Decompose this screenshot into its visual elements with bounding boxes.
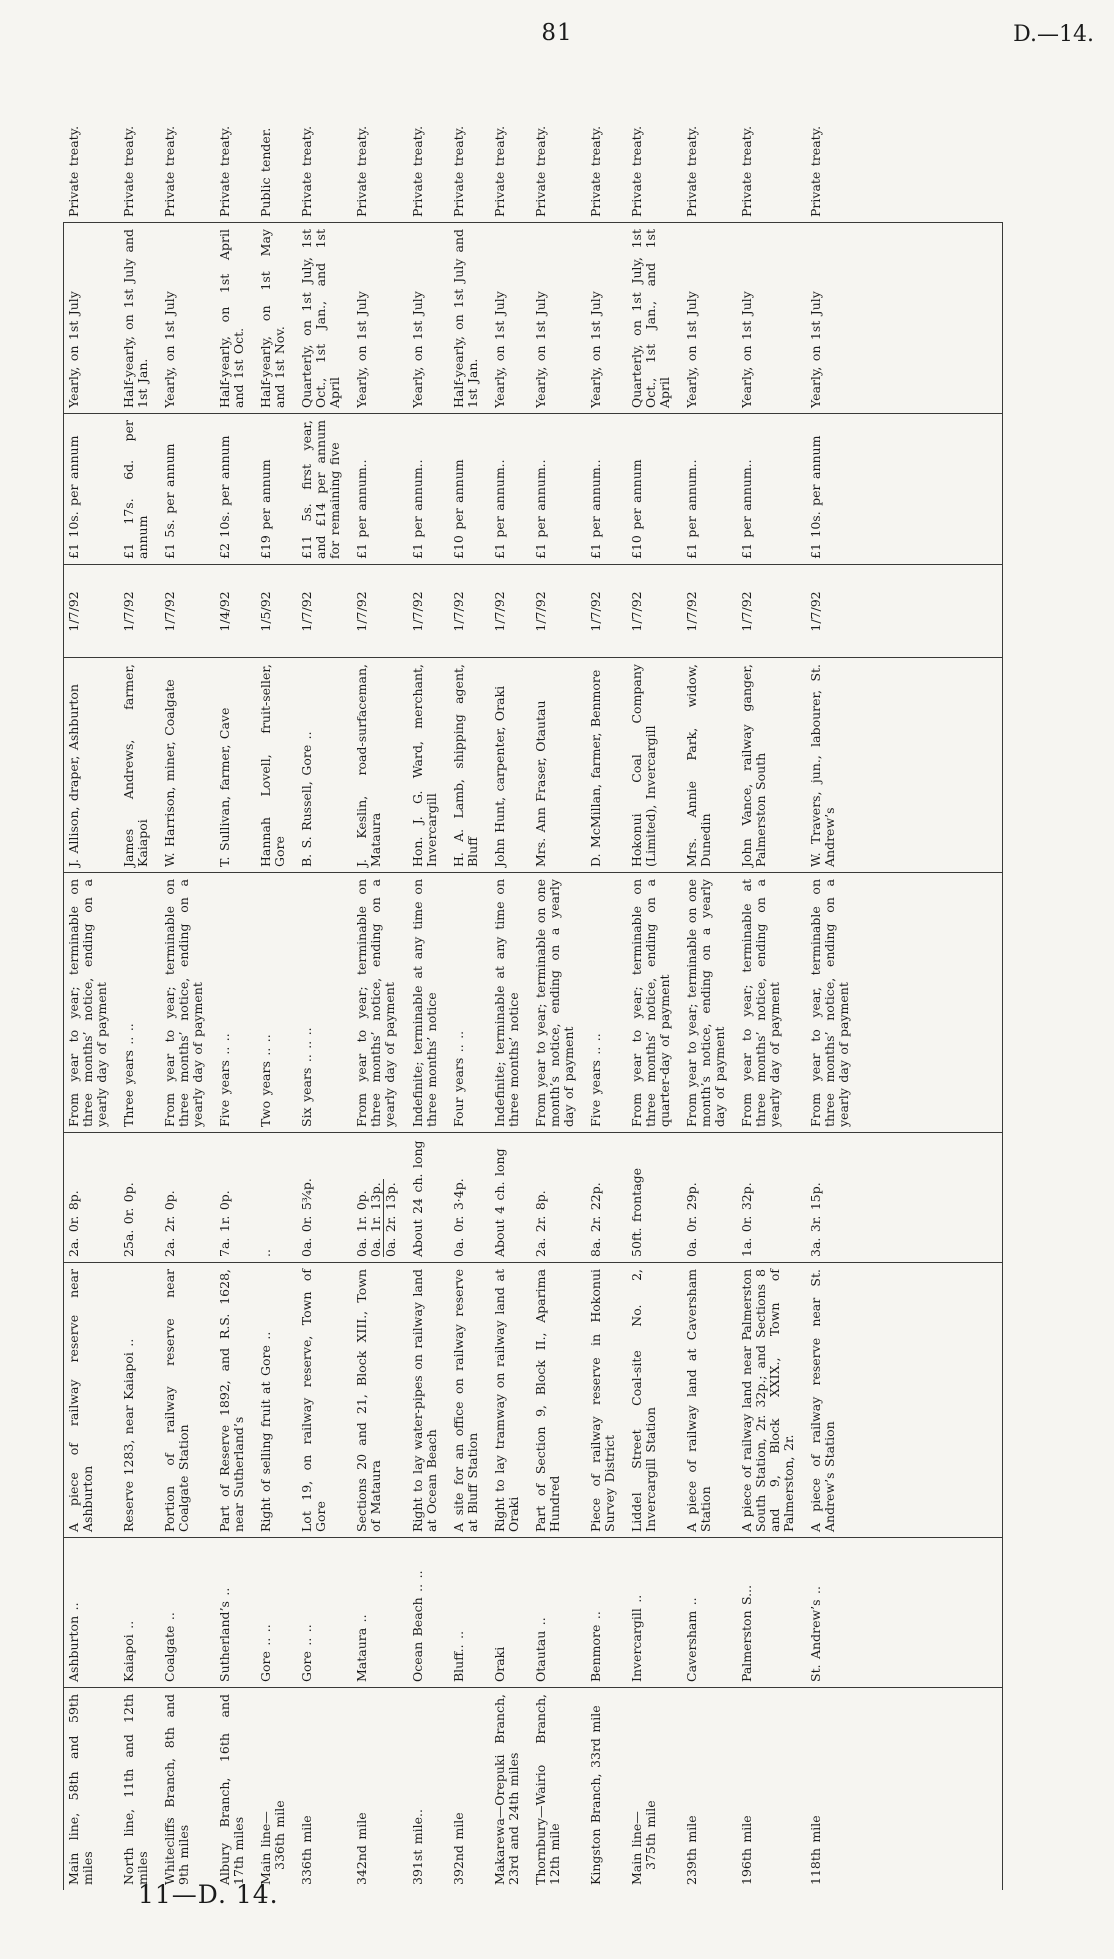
- cell-line-mileage: Makarewa—Orepuki Branch, 23rd and 24th miles: [489, 1687, 530, 1890]
- cell-station: St. Andrew’s ..: [805, 1537, 860, 1687]
- cell-station: Oraki: [489, 1537, 530, 1687]
- table-row: [736, 95, 805, 1890]
- cell-station: Gore .. ..: [296, 1537, 351, 1687]
- table-filler-row: [860, 95, 1003, 1890]
- cell-line-mileage: [626, 1687, 681, 1890]
- cell-lessee: J. Allison, draper, Ashburton: [63, 657, 118, 872]
- cell-rental: £1 per annum..: [681, 413, 736, 564]
- cell-lessee: Mrs. Annie Park, widow, Dunedin: [681, 657, 736, 872]
- table-row: [214, 95, 255, 1890]
- cell-area: ..: [255, 1132, 296, 1262]
- cell-date: 1/7/92: [585, 564, 626, 657]
- cell-date: 1/7/92: [296, 564, 351, 657]
- cell-how-disposed: Private treaty.: [808, 125, 823, 217]
- cell-station: Mataura ..: [351, 1537, 407, 1687]
- cell-line-mileage: [860, 1687, 1003, 1890]
- cell-date: 1/5/92: [255, 564, 296, 657]
- cell-term: [860, 872, 1003, 1132]
- cell-when-payable: Half-yearly, on 1st May and 1st Nov.: [255, 222, 296, 413]
- cell-term: From year to year; terminable on three months’ notice, ending on a yearly day of payment: [63, 872, 118, 1132]
- cell-when-payable: Yearly, on 1st July: [681, 222, 736, 413]
- cell-description: Part of Reserve 1892, and R.S. 1628, near Sutherland’s: [214, 1262, 255, 1537]
- cell-description: Right of selling fruit at Gore ..: [255, 1262, 296, 1537]
- cell-rental: £19 per annum: [255, 413, 296, 564]
- cell-rental: £1 per annum..: [736, 413, 805, 564]
- cell-area: 1a. 0r. 32p.: [736, 1132, 805, 1262]
- cell-station: Gore .. ..: [255, 1537, 296, 1687]
- cell-lessee: [860, 657, 1003, 872]
- table-row: [448, 95, 489, 1890]
- cell-line-mileage: 239th mile: [681, 1687, 736, 1890]
- area-part: 0a. 1r. 0p.: [354, 1190, 369, 1257]
- table-top-rule: [63, 222, 64, 1890]
- cell-when-payable: Yearly, on 1st July: [407, 222, 448, 413]
- cell-line-mileage: 392nd mile: [448, 1687, 489, 1890]
- cell-term: Indefinite; terminable at any time on three months’ notice: [489, 872, 530, 1132]
- cell-line-mileage: Thornbury—Wairio Branch, 12th mile: [530, 1687, 585, 1890]
- cell-description: [860, 1262, 1003, 1537]
- cell-how-disposed: Private treaty.: [121, 125, 136, 217]
- cell-how-disposed: Private treaty.: [492, 125, 507, 217]
- cell-date: 1/7/92: [681, 564, 736, 657]
- lease-table-rows: [63, 95, 1003, 1890]
- cell-rental: £1 5s. per annum: [159, 413, 214, 564]
- table-row: [530, 95, 585, 1890]
- cell-when-payable: Yearly, on 1st July: [63, 222, 118, 413]
- cell-area: 2a. 2r. 8p.: [530, 1132, 585, 1262]
- cell-area: 2a. 2r. 0p.: [159, 1132, 214, 1262]
- cell-area: About 4 ch. long: [489, 1132, 530, 1262]
- cell-description: A piece of railway reserve near St. Andrew’s Station: [805, 1262, 860, 1537]
- rotated-lease-table: [63, 95, 1003, 1890]
- cell-station: [860, 1537, 1003, 1687]
- line-group-label: Main line—: [629, 1811, 644, 1885]
- table-row: [626, 95, 681, 1890]
- cell-rental: £1 17s. 6d. per annum: [118, 413, 159, 564]
- cell-station: Sutherland’s ..: [214, 1537, 255, 1687]
- cell-line-mileage: 118th mile: [805, 1687, 860, 1890]
- cell-station: Palmerston S...: [736, 1537, 805, 1687]
- cell-area: 7a. 1r. 0p.: [214, 1132, 255, 1262]
- cell-how-disposed: Private treaty.: [451, 125, 466, 217]
- cell-area: [860, 1132, 1003, 1262]
- cell-term: Five years .. ..: [214, 872, 255, 1132]
- cell-lessee: Hannah Lovell, fruit-seller, Gore: [255, 657, 296, 872]
- cell-description: Sections 20 and 21, Block XIII., Town of Mataura: [351, 1262, 407, 1537]
- page-number: 81: [541, 20, 573, 46]
- table-bottom-rule: [1002, 222, 1003, 1890]
- cell-line-mileage: North line, 11th and 12th miles: [118, 1687, 159, 1890]
- cell-when-payable: Yearly, on 1st July: [585, 222, 626, 413]
- cell-rental: £1 per annum..: [351, 413, 407, 564]
- cell-lessee: Hokonui Coal Company (Limited), Invercargill: [626, 657, 681, 872]
- cell-area: About 24 ch. long: [407, 1132, 448, 1262]
- cell-term: From year to year; terminable on three months’ notice, ending on a quarter-day of payment: [626, 872, 681, 1132]
- cell-when-payable: Yearly, on 1st July: [530, 222, 585, 413]
- cell-rental: £10 per annum: [626, 413, 681, 564]
- cell-term: Five years .. ..: [585, 872, 626, 1132]
- cell-lessee: B. S. Russell, Gore ..: [296, 657, 351, 872]
- cell-term: Indefinite; terminable at any time on three months’ notice: [407, 872, 448, 1132]
- cell-date: 1/7/92: [63, 564, 118, 657]
- cell-line-mileage: 391st mile..: [407, 1687, 448, 1890]
- cell-rental: £1 per annum..: [530, 413, 585, 564]
- cell-how-disposed: Private treaty.: [588, 125, 603, 217]
- cell-how-disposed: Private treaty.: [629, 125, 644, 217]
- cell-how-disposed: Private treaty.: [410, 125, 425, 217]
- cell-station: Ocean Beach .. ..: [407, 1537, 448, 1687]
- cell-how-disposed: Private treaty.: [299, 125, 314, 217]
- cell-rental: [860, 413, 1003, 564]
- cell-term: From year to year; terminable at three months’ notice, ending on a yearly day of payment: [736, 872, 805, 1132]
- cell-how-disposed: Private treaty.: [66, 125, 81, 217]
- cell-area: 50ft. frontage: [626, 1132, 681, 1262]
- table-row: [681, 95, 736, 1890]
- cell-term: Six years .. .. ..: [296, 872, 351, 1132]
- cell-line-mileage: Albury Branch, 16th and 17th miles: [214, 1687, 255, 1890]
- cell-area: 3a. 3r. 15p.: [805, 1132, 860, 1262]
- cell-when-payable: Half-yearly, on 1st April and 1st Oct.: [214, 222, 255, 413]
- cell-when-payable: Half-yearly, on 1st July and 1st Jan.: [448, 222, 489, 413]
- cell-station: Ashburton ..: [63, 1537, 118, 1687]
- cell-date: [860, 564, 1003, 657]
- cell-rental: £1 per annum..: [489, 413, 530, 564]
- document-reference: D.—14.: [1013, 22, 1094, 47]
- cell-date: 1/4/92: [214, 564, 255, 657]
- cell-how-disposed: Private treaty.: [533, 125, 548, 217]
- cell-lessee: W. Harrison, miner, Coalgate: [159, 657, 214, 872]
- cell-term: From year to year; terminable on three months’ notice, ending on a yearly day of payment: [351, 872, 407, 1132]
- cell-line-mileage: Whitecliffs Branch, 8th and 9th miles: [159, 1687, 214, 1890]
- table-row: [489, 95, 530, 1890]
- cell-when-payable: [860, 222, 1003, 413]
- cell-how-disposed: Private treaty.: [217, 125, 232, 217]
- cell-when-payable: Yearly, on 1st July: [159, 222, 214, 413]
- cell-date: 1/7/92: [118, 564, 159, 657]
- cell-lessee: Hon. J. G. Ward, merchant, Invercargill: [407, 657, 448, 872]
- cell-rental: £2 10s. per annum: [214, 413, 255, 564]
- cell-how-disposed: [860, 95, 1003, 222]
- cell-area: 0a. 0r. 3·4p.: [448, 1132, 489, 1262]
- cell-area: 2a. 0r. 8p.: [63, 1132, 118, 1262]
- cell-lessee: Mrs. Ann Fraser, Otautau: [530, 657, 585, 872]
- cell-lessee: D. McMillan, farmer, Benmore: [585, 657, 626, 872]
- cell-station: Otautau ..: [530, 1537, 585, 1687]
- table-row: [296, 95, 351, 1890]
- table-row: [407, 95, 448, 1890]
- cell-lessee: James Andrews, farmer, Kaiapoi: [118, 657, 159, 872]
- cell-date: 1/7/92: [626, 564, 681, 657]
- cell-rental: £11 5s. first year, and £14 per annum for remaining five: [296, 413, 351, 564]
- cell-station: Benmore ..: [585, 1537, 626, 1687]
- cell-term: Four years .. ..: [448, 872, 489, 1132]
- cell-when-payable: Yearly, on 1st July: [489, 222, 530, 413]
- cell-station: Caversham ..: [681, 1537, 736, 1687]
- cell-term: Two years .. ..: [255, 872, 296, 1132]
- cell-description: A piece of railway land near Palmerston South Station, 2r. 32p.; and Sections 8 and 9, Block XXIX., Town of Palmerston, 2r.: [736, 1262, 805, 1537]
- cell-description: Liddel Street Coal-site No. 2, Invercargill Station: [626, 1262, 681, 1537]
- cell-rental: £1 per annum..: [407, 413, 448, 564]
- cell-date: 1/7/92: [805, 564, 860, 657]
- cell-date: 1/7/92: [351, 564, 407, 657]
- cell-description: Part of Section 9, Block II., Aparima Hundred: [530, 1262, 585, 1537]
- cell-description: Lot 19, on railway reserve, Town of Gore: [296, 1262, 351, 1537]
- cell-line-mileage: 196th mile: [736, 1687, 805, 1890]
- cell-rental: £1 10s. per annum: [63, 413, 118, 564]
- cell-date: 1/7/92: [530, 564, 585, 657]
- mileage-text: 336th mile: [272, 1800, 287, 1870]
- cell-line-mileage: 342nd mile: [351, 1687, 407, 1890]
- cell-date: 1/7/92: [407, 564, 448, 657]
- cell-when-payable: Yearly, on 1st July: [805, 222, 860, 413]
- cell-date: 1/7/92: [489, 564, 530, 657]
- cell-when-payable: Quarterly, on 1st July, 1st Oct., 1st Jan., and 1st April: [626, 222, 681, 413]
- cell-line-mileage: [255, 1687, 296, 1890]
- cell-rental: £10 per annum: [448, 413, 489, 564]
- table-row: [805, 95, 860, 1890]
- area-part: 0a. 1r. 13p.: [368, 1182, 383, 1257]
- cell-date: 1/7/92: [736, 564, 805, 657]
- cell-description: A piece of railway land at Caversham Station: [681, 1262, 736, 1537]
- cell-area: 0a. 0r. 29p.: [681, 1132, 736, 1262]
- cell-description: A piece of railway reserve near Ashburton: [63, 1262, 118, 1537]
- cell-area: 8a. 2r. 22p.: [585, 1132, 626, 1262]
- cell-description: Right to lay water-pipes on railway land at Ocean Beach: [407, 1262, 448, 1537]
- cell-how-disposed: Private treaty.: [739, 125, 754, 217]
- cell-when-payable: Quarterly, on 1st July, 1st Oct., 1st Jan., and 1st April: [296, 222, 351, 413]
- cell-area: 25a. 0r. 0p.: [118, 1132, 159, 1262]
- cell-date: 1/7/92: [159, 564, 214, 657]
- cell-lessee: T. Sullivan, farmer, Cave: [214, 657, 255, 872]
- cell-description: Reserve 1283, near Kaiapoi ..: [118, 1262, 159, 1537]
- cell-term: From year to year; terminable on one month’s notice, ending on a yearly day of payment: [681, 872, 736, 1132]
- table-row: [585, 95, 626, 1890]
- cell-line-mileage: 336th mile: [296, 1687, 351, 1890]
- table-row: [118, 95, 159, 1890]
- cell-term: From year to year, terminable on three months’ notice, ending on a yearly day of payment: [805, 872, 860, 1132]
- cell-how-disposed: Private treaty.: [162, 125, 177, 217]
- cell-lessee: H. A. Lamb, shipping agent, Bluff: [448, 657, 489, 872]
- cell-how-disposed: Public tender.: [258, 127, 273, 217]
- cell-term: From year to year; terminable on three months’ notice, ending on a yearly day of payment: [159, 872, 214, 1132]
- cell-description: A site for an office on railway reserve at Bluff Station: [448, 1262, 489, 1537]
- cell-term: Three years .. ..: [118, 872, 159, 1132]
- cell-lessee: John Hunt, carpenter, Oraki: [489, 657, 530, 872]
- table-row: [159, 95, 214, 1890]
- area-total: 0a. 2r. 13p.: [383, 1179, 398, 1257]
- cell-station: Invercargill ..: [626, 1537, 681, 1687]
- cell-when-payable: Yearly, on 1st July: [736, 222, 805, 413]
- cell-station: Bluff.. ..: [448, 1537, 489, 1687]
- cell-term: From year to year; terminable on one month’s notice, ending on a yearly day of payment: [530, 872, 585, 1132]
- cell-description: Portion of railway reserve near Coalgate Station: [159, 1262, 214, 1537]
- cell-description: Right to lay tramway on railway land at Oraki: [489, 1262, 530, 1537]
- cell-lessee: W. Travers, jun., labourer, St. Andrew’s: [805, 657, 860, 872]
- cell-description: Piece of railway reserve in Hokonui Survey District: [585, 1262, 626, 1537]
- table-row: [255, 95, 296, 1890]
- cell-station: Coalgate ..: [159, 1537, 214, 1687]
- printer-signature: 11—D. 14.: [138, 1880, 279, 1909]
- table-row: [63, 95, 118, 1890]
- mileage-text: 375th mile: [643, 1800, 658, 1870]
- cell-when-payable: Yearly, on 1st July: [351, 222, 407, 413]
- cell-station: Kaiapoi ..: [118, 1537, 159, 1687]
- cell-lessee: J. Keslin, road-surfaceman, Mataura: [351, 657, 407, 872]
- cell-when-payable: Half-yearly, on 1st July and 1st Jan.: [118, 222, 159, 413]
- cell-area: [351, 1132, 407, 1262]
- table-row: [351, 95, 407, 1890]
- cell-line-mileage: Main line, 58th and 59th miles: [63, 1687, 118, 1890]
- cell-area: 0a. 0r. 5¾p.: [296, 1132, 351, 1262]
- cell-date: 1/7/92: [448, 564, 489, 657]
- cell-lessee: John Vance, railway ganger, Palmerston South: [736, 657, 805, 872]
- cell-how-disposed: Private treaty.: [354, 125, 369, 217]
- cell-rental: £1 per annum..: [585, 413, 626, 564]
- cell-rental: £1 10s. per annum: [805, 413, 860, 564]
- cell-how-disposed: Private treaty.: [684, 125, 699, 217]
- cell-line-mileage: Kingston Branch, 33rd mile: [585, 1687, 626, 1890]
- line-group-label: Main line—: [258, 1811, 273, 1885]
